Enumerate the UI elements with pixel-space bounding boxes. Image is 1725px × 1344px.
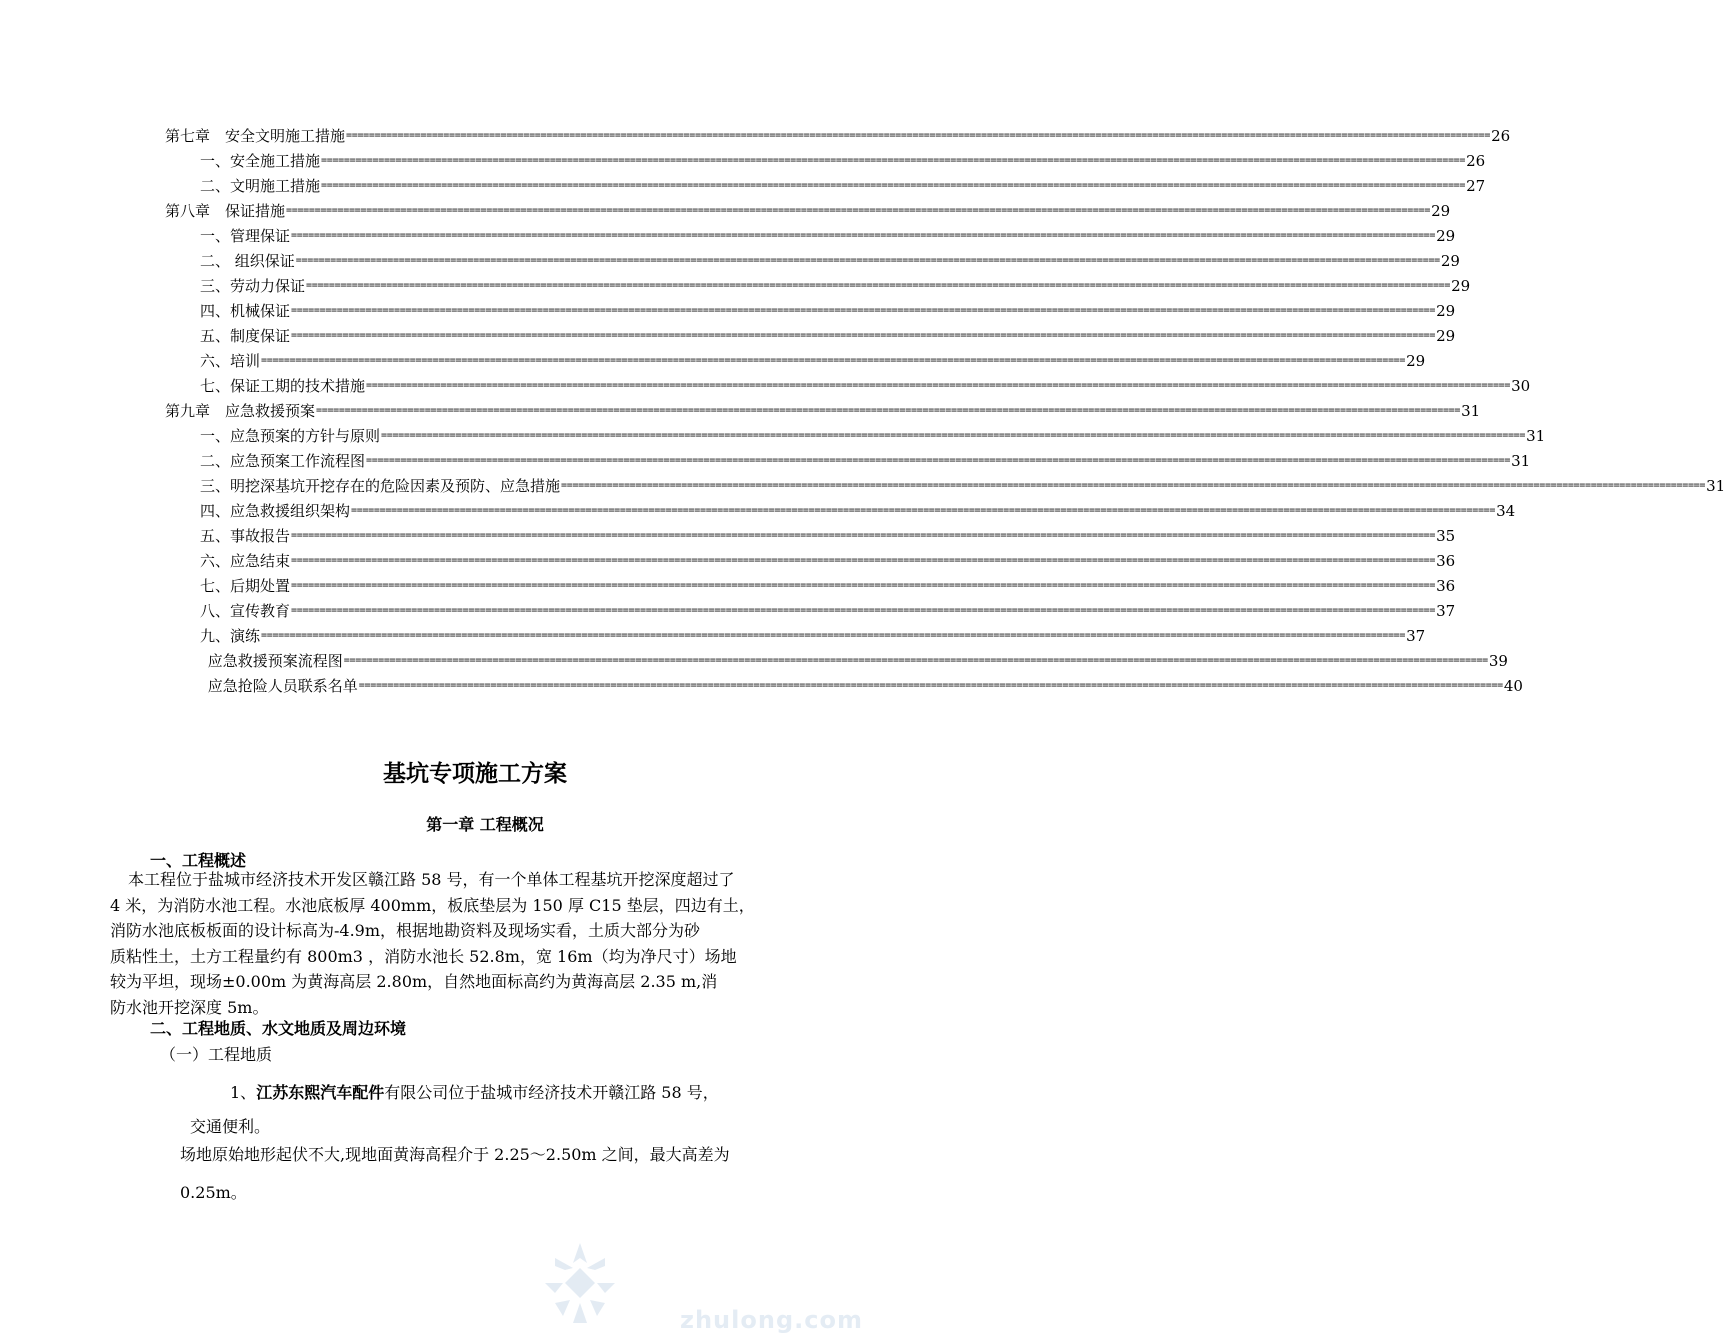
toc-leader: ======================================================================================================================================================================================================== (381, 430, 1526, 441)
toc-leader: ======================================================================================================================================================================================================== (316, 405, 1461, 416)
toc-page-number: 30 (1511, 377, 1531, 395)
toc-leader: ======================================================================================================================================================================================================== (351, 505, 1496, 516)
toc-entry[interactable] (185, 424, 1546, 448)
toc-entry[interactable] (185, 599, 1456, 623)
company-name: 江苏东熙汽车配件 (256, 1083, 385, 1102)
toc-entry[interactable] (185, 624, 1426, 648)
toc-entry-label: 应急救援预案流程图 (188, 652, 343, 670)
paragraph-line: 较为平坦，现场±0.00m 为黄海高层 2.80m，自然地面标高约为黄海高层 2.35 m,消 (110, 972, 718, 992)
toc-page-number: 27 (1466, 177, 1486, 195)
geology-item-1-continuation: 交通便利。 (190, 1117, 271, 1136)
toc-entry-label: 二、 组织保证 (185, 252, 295, 270)
toc-page-number: 31 (1706, 477, 1725, 495)
toc-page-number: 31 (1511, 452, 1531, 470)
toc-entry[interactable] (185, 349, 1426, 373)
toc-entry-label: 应急抢险人员联系名单 (188, 677, 358, 695)
toc-page-number: 29 (1451, 277, 1471, 295)
toc-leader: ======================================================================================================================================================================================================== (358, 680, 1503, 691)
toc-leader: ======================================================================================================================================================================================================== (306, 280, 1451, 291)
toc-entry[interactable] (188, 674, 1523, 698)
toc-leader: ======================================================================================================================================================================================================== (291, 330, 1436, 341)
paragraph-line: 4 米，为消防水池工程。水池底板厚 400mm，板底垫层为 150 厚 C15 垫层，四边有土， (110, 895, 755, 915)
toc-page-number: 29 (1406, 352, 1426, 370)
toc-page-number: 29 (1436, 302, 1456, 320)
toc-page-number: 29 (1436, 327, 1456, 345)
toc-entry[interactable] (185, 524, 1456, 548)
document-title: 基坑专项施工方案 (383, 761, 567, 787)
toc-page-number: 29 (1436, 227, 1456, 245)
toc-leader: ======================================================================================================================================================================================================== (291, 530, 1436, 541)
toc-page-number: 39 (1488, 652, 1508, 670)
toc-entry-label: 第七章 安全文明施工措施 (165, 127, 346, 145)
toc-page-number: 29 (1431, 202, 1451, 220)
toc-leader: ======================================================================================================================================================================================================== (291, 580, 1436, 591)
toc-leader: ======================================================================================================================================================================================================== (321, 155, 1466, 166)
section-heading-overview: 一、工程概述 (150, 851, 247, 870)
toc-entry-label: 第八章 保证措施 (165, 202, 286, 220)
toc-entry-label: 六、应急结束 (185, 552, 291, 570)
toc-entry[interactable] (185, 374, 1531, 398)
toc-leader: ======================================================================================================================================================================================================== (291, 305, 1436, 316)
toc-entry-label: 八、宣传教育 (185, 602, 291, 620)
toc-leader: ======================================================================================================================================================================================================== (321, 180, 1466, 191)
toc-entry[interactable] (185, 474, 1725, 498)
item-text: 有限公司位于盐城市经济技术开赣江路 58 号， (384, 1083, 719, 1102)
toc-entry[interactable] (188, 649, 1508, 673)
toc-entry-label: 九、演练 (185, 627, 261, 645)
toc-page-number: 26 (1466, 152, 1486, 170)
toc-page-number: 36 (1436, 552, 1456, 570)
toc-entry-label: 三、明挖深基坑开挖存在的危险因素及预防、应急措施 (185, 477, 561, 495)
toc-page-number: 37 (1436, 602, 1456, 620)
toc-entry-label: 四、应急救援组织架构 (185, 502, 351, 520)
toc-entry[interactable] (185, 574, 1456, 598)
watermark-logo-icon (525, 1238, 635, 1328)
subsection-heading-geology: （一）工程地质 (160, 1045, 273, 1064)
geology-terrain-line-2: 0.25m。 (180, 1183, 247, 1202)
toc-entry[interactable] (185, 549, 1456, 573)
toc-leader: ======================================================================================================================================================================================================== (291, 605, 1436, 616)
toc-entry-label: 七、后期处置 (185, 577, 291, 595)
paragraph-line: 消防水池底板板面的设计标高为-4.9m，根据地勘资料及现场实看，土质大部分为砂 (110, 921, 701, 941)
toc-leader: ======================================================================================================================================================================================================== (366, 380, 1511, 391)
toc-page-number: 29 (1440, 252, 1460, 270)
toc-entry[interactable] (185, 224, 1456, 248)
toc-entry[interactable] (165, 399, 1481, 423)
toc-entry[interactable] (185, 499, 1516, 523)
paragraph-line: 本工程位于盐城市经济技术开发区赣江路 58 号，有一个单体工程基坑开挖深度超过了 (112, 870, 735, 889)
toc-leader: ======================================================================================================================================================================================================== (261, 355, 1406, 366)
toc-entry-label: 二、文明施工措施 (185, 177, 321, 195)
toc-entry-label: 五、制度保证 (185, 327, 291, 345)
toc-entry[interactable] (185, 149, 1486, 173)
geology-terrain-line: 场地原始地形起伏不大,现地面黄海高程介于 2.25～2.50m 之间，最大高差为 (180, 1145, 730, 1164)
toc-leader: ======================================================================================================================================================================================================== (261, 630, 1406, 641)
watermark-text: zhulong.com (680, 1306, 863, 1334)
toc-entry[interactable] (165, 199, 1451, 223)
toc-page-number: 31 (1461, 402, 1481, 420)
toc-entry-label: 一、管理保证 (185, 227, 291, 245)
paragraph-line: 防水池开挖深度 5m。 (110, 998, 269, 1017)
toc-entry[interactable] (185, 274, 1471, 298)
toc-entry[interactable] (185, 249, 1460, 273)
toc-page-number: 31 (1526, 427, 1546, 445)
toc-page-number: 35 (1436, 527, 1456, 545)
toc-leader: ======================================================================================================================================================================================================== (366, 455, 1511, 466)
toc-leader: ======================================================================================================================================================================================================== (295, 255, 1440, 266)
toc-entry[interactable] (165, 124, 1511, 148)
toc-leader: ======================================================================================================================================================================================================== (291, 230, 1436, 241)
toc-entry[interactable] (185, 324, 1456, 348)
toc-leader: ======================================================================================================================================================================================================== (343, 655, 1488, 666)
toc-entry-label: 二、应急预案工作流程图 (185, 452, 366, 470)
toc-entry[interactable] (185, 449, 1531, 473)
toc-page-number: 34 (1496, 502, 1516, 520)
toc-leader: ======================================================================================================================================================================================================== (286, 205, 1431, 216)
toc-leader: ======================================================================================================================================================================================================== (291, 555, 1436, 566)
geology-item-1 (230, 1080, 719, 1103)
toc-entry-label: 一、应急预案的方针与原则 (185, 427, 381, 445)
chapter-title: 第一章 工程概况 (426, 815, 544, 834)
toc-entry-label: 五、事故报告 (185, 527, 291, 545)
toc-leader: ======================================================================================================================================================================================================== (346, 130, 1491, 141)
section-heading-geology: 二、工程地质、水文地质及周边环境 (150, 1019, 407, 1038)
toc-page-number: 26 (1491, 127, 1511, 145)
toc-page-number: 36 (1436, 577, 1456, 595)
toc-entry-label: 六、培训 (185, 352, 261, 370)
toc-entry-label: 三、劳动力保证 (185, 277, 306, 295)
toc-entry[interactable] (185, 299, 1456, 323)
toc-leader: ======================================================================================================================================================================================================== (561, 480, 1706, 491)
toc-page-number: 40 (1503, 677, 1523, 695)
item-number: 1、 (230, 1083, 257, 1102)
paragraph-line: 质粘性土，土方工程量约有 800m3 ，消防水池长 52.8m，宽 16m（均为净尺寸）场地 (110, 946, 737, 966)
toc-entry[interactable] (185, 174, 1486, 198)
toc-page-number: 37 (1406, 627, 1426, 645)
toc-entry-label: 第九章 应急救援预案 (165, 402, 316, 420)
toc-entry-label: 四、机械保证 (185, 302, 291, 320)
toc-entry-label: 七、保证工期的技术措施 (185, 377, 366, 395)
toc-entry-label: 一、安全施工措施 (185, 152, 321, 170)
